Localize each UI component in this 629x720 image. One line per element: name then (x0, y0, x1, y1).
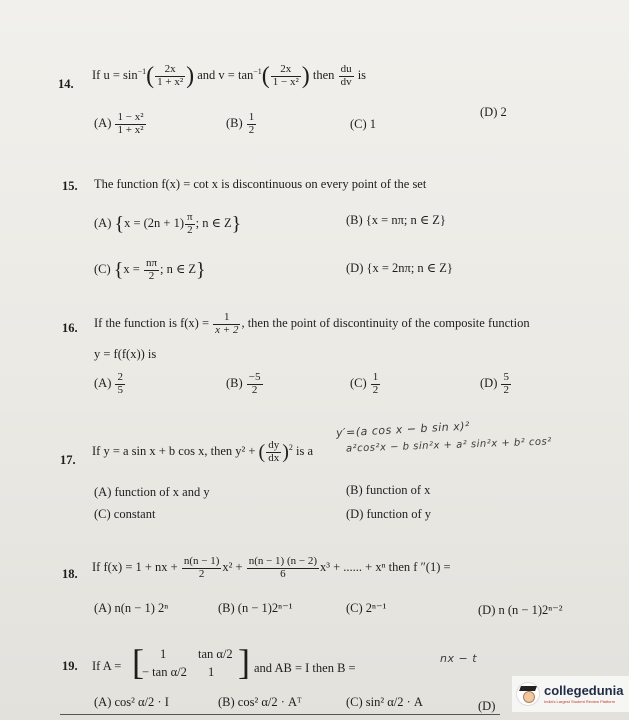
q14-du-dv: $\frac{du}{dv}$ (340, 63, 352, 88)
q19-right-bracket: ] (238, 642, 250, 682)
q17-number: 17. (60, 453, 76, 467)
q17-handwritten-note-1: y′=(a cos x − b sin x)² (335, 419, 471, 440)
q15-option-c: (C) {x = $\frac{n\pi}{2}$ ; n ∈ Z} (94, 257, 206, 282)
q14-option-b: (B) $\frac{1}{2}$ (226, 111, 255, 136)
q14-mid: and v = tan (197, 67, 254, 82)
q19-handwritten-note: nx − t (440, 652, 478, 665)
q16-line2: y = f(f(x)) is (94, 347, 157, 361)
q18-option-b: (B) (n − 1)2ⁿ⁻¹ (218, 601, 293, 615)
q19-left-bracket: [ (132, 642, 144, 682)
q19-option-d: (D) (478, 699, 496, 713)
q19-rest: and AB = I then B = (254, 661, 356, 675)
q14-option-a: (A) $\frac{\text{1 − x²}}{\text{1 + x²}}$ (94, 111, 144, 136)
q16-number: 16. (62, 321, 78, 335)
q14-number: 14. (58, 77, 74, 91)
q17-statement: If y = a sin x + b cos x, then y² + ( $\frac{dy}{dx}$ )$^2$ is a (92, 439, 314, 464)
q14-statement: If $u = \sin^{-1}$( $\frac{2x}{\text{1 + x²}}$ ) and $v = \tan^{-1}$( $\frac{2x}{\text{1 − x²}}$ ) then $\frac{du}{dv}$ is (92, 63, 367, 90)
watermark-tagline: India's Largest Student Review Platform (544, 699, 616, 704)
q18-number: 18. (62, 567, 78, 581)
q16-option-a: (A) $\frac{2}{5}$ (94, 371, 123, 396)
q16-option-c: (C) $\frac{1}{2}$ (350, 371, 379, 396)
q14-option-c: (C) 1 (350, 117, 377, 131)
q19-matrix-m22: 1 (208, 665, 215, 679)
q14-frac1: $\frac{2x}{\text{1 + x²}}$ (157, 63, 184, 88)
q14-frac2: $\frac{2x}{\text{1 − x²}}$ (272, 63, 299, 88)
q14-inv2: −1 (253, 66, 262, 76)
graduate-logo-icon (516, 682, 540, 706)
q14-is: is (357, 67, 367, 82)
q19-number: 19. (62, 659, 78, 673)
q19-matrix-m11: 1 (160, 647, 167, 661)
q14-option-d: (D) 2 (480, 105, 507, 119)
q14-lead: If u = sin (92, 67, 138, 82)
q15-number: 15. (62, 179, 78, 193)
q18-statement: If f(x) = 1 + nx + $\frac{n(n - 1)}{2}$ x² + $\frac{n(n - 1) (n - 2)}{6}$ x³ + ...... + xⁿ then f ″(1) = (92, 555, 451, 580)
q17-option-a: (A) function of x and y (94, 485, 210, 499)
q19-matrix-m21: − tan α/2 (142, 665, 187, 679)
q15-option-a: (A) {x = (2n + 1) $\frac{\pi}{2}$ ; n ∈ Z} (94, 211, 242, 236)
q16-option-d: (D) $\frac{5}{2}$ (480, 371, 509, 396)
q19-matrix-m12: tan α/2 (198, 647, 233, 661)
q15-statement: The function f(x) = cot x is discontinuous on every point of the set (94, 177, 427, 191)
q18-option-d: (D) n (n − 1)2ⁿ⁻² (478, 603, 563, 617)
page-bottom-rule (60, 714, 500, 715)
q17-option-d: (D) function of y (346, 507, 432, 521)
collegedunia-watermark (512, 676, 629, 712)
q17-handwritten-note-2: a²cos²x − b sin²x + a² sin²x + b² cos² (345, 436, 552, 455)
q14-inv1: −1 (137, 66, 147, 76)
q15-option-b: (B) {x = nπ; n ∈ Z} (346, 213, 446, 227)
q19-option-b: (B) cos² α/2 · Aᵀ (218, 695, 302, 709)
q17-option-b: (B) function of x (346, 483, 431, 497)
q14-then: then (312, 67, 335, 82)
q15-option-d: (D) {x = 2nπ; n ∈ Z} (346, 261, 453, 275)
q18-option-a: (A) n(n − 1) 2ⁿ (94, 601, 169, 615)
q19-option-a: (A) cos² α/2 · I (94, 695, 169, 709)
q16-option-b: (B) $\frac{-5}{2}$ (226, 371, 261, 396)
q19-lead: If A = (92, 659, 122, 673)
q19-option-c: (C) sin² α/2 · A (346, 695, 423, 709)
q18-option-c: (C) 2ⁿ⁻¹ (346, 601, 387, 615)
q17-option-c: (C) constant (94, 507, 156, 521)
q16-statement: If the function is f(x) = $\frac{1}{x + 2}$ , then the point of discontinuity of the composite function (94, 311, 530, 336)
watermark-name: collegedunia (544, 683, 624, 698)
